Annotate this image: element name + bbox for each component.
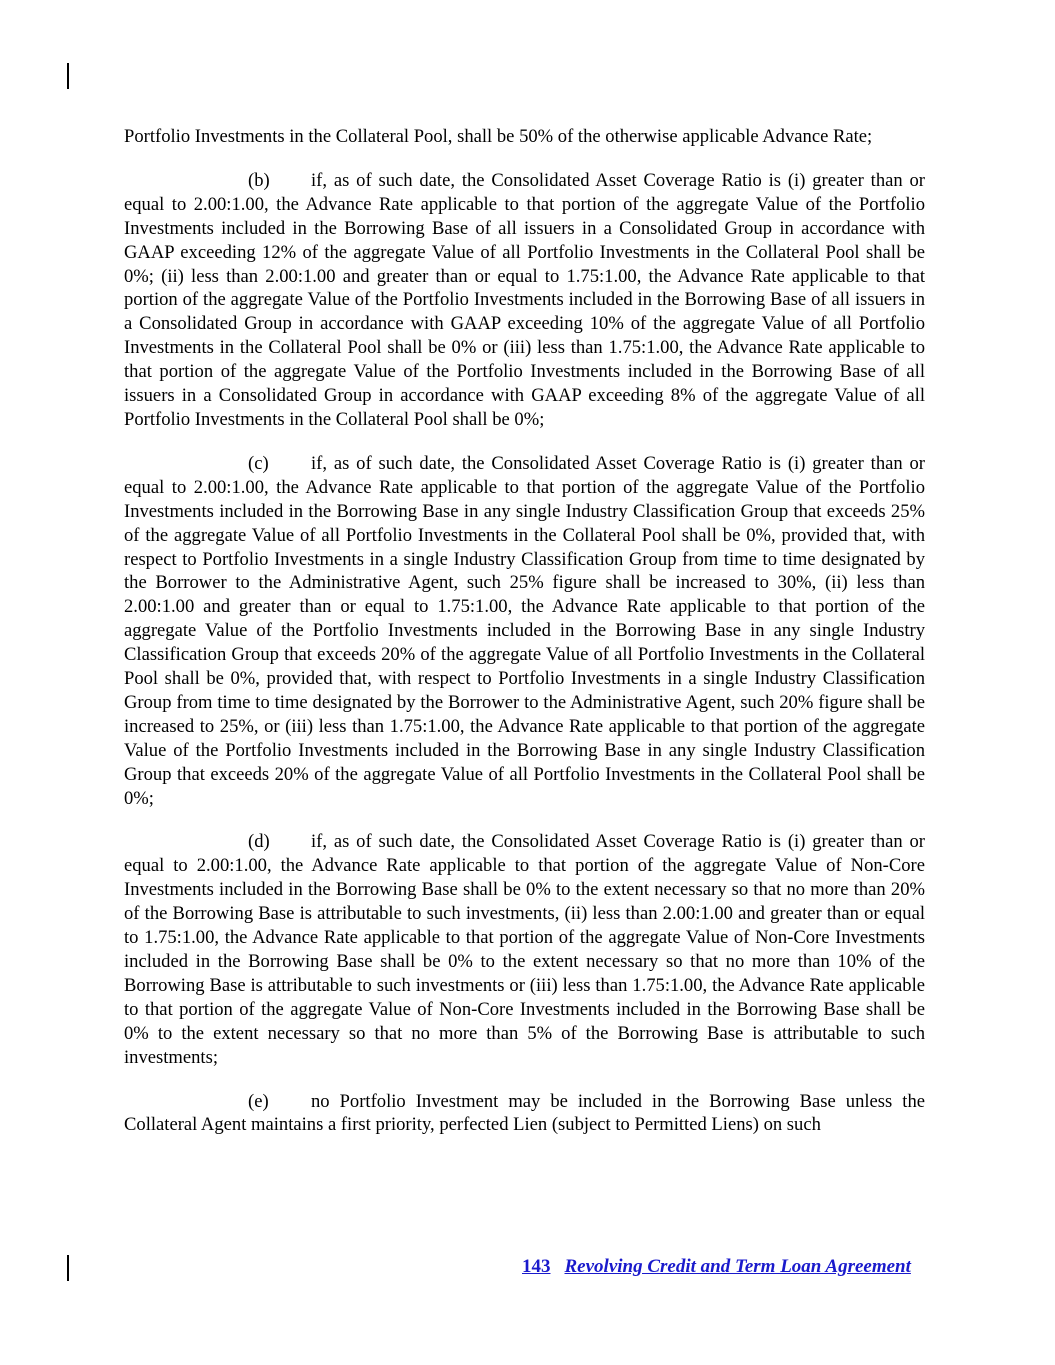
clause-label: (b) bbox=[248, 169, 270, 191]
change-bar bbox=[67, 63, 69, 89]
page-number-link[interactable]: 143 bbox=[522, 1256, 551, 1277]
paragraph-text: if, as of such date, the Consolidated Asset Coverage Ratio is (i) greater than or equal to 2.00:1.00, the Advance Rate applicable to that portion of the aggregate Value of the Portfolio Investments included in the Borrowing Base in any single Industry Classification Group that exceeds 25% of the aggregate Value of all Portfolio Investments in the Collateral Pool shall be 0%, provided that, with respect to Portfolio Investments in a single Industry Classification Group from time to time designated by the Borrower to the Administrative Agent, such 25% figure shall be increased to 30%, (ii) less than 2.00:1.00 and greater than or equal to 1.75:1.00, the Advance Rate applicable to that portion of the aggregate Value of the Portfolio Investments included in the Borrowing Base in any single Industry Classification Group that exceeds 20% of the aggregate Value of all Portfolio Investments in the Collateral Pool shall be 0%, provided that, with respect to Portfolio Investments in a single Industry Classification Group from time to time designated by the Borrower to the Administrative Agent, such 20% figure shall be increased to 25%, or (iii) less than 1.75:1.00, the Advance Rate applicable to that portion of the aggregate Value of the Portfolio Investments included in the Borrowing Base in any single Industry Classification Group that exceeds 20% of the aggregate Value of all Portfolio Investments in the Collateral Pool shall be 0%; bbox=[124, 452, 925, 809]
paragraph-text: no Portfolio Investment may be included in the Borrowing Base unless the Collateral Agent maintains a first priority, perfected Lien (subject to Permitted Liens) on such bbox=[124, 1090, 925, 1136]
clause-label: (d) bbox=[248, 831, 270, 853]
paragraph-continuation bbox=[124, 125, 925, 149]
paragraph-text: if, as of such date, the Consolidated Asset Coverage Ratio is (i) greater than or equal to 2.00:1.00, the Advance Rate applicable to that portion of the aggregate Value of the Portfolio Investments included in the Borrowing Base of all issuers in a Consolidated Group in accordance with GAAP exceeding 12% of the aggregate Value of all Portfolio Investments in the Collateral Pool shall be 0%; (ii) less than 2.00:1.00 and greater than or equal to 1.75:1.00, the Advance Rate applicable to that portion of the aggregate Value of the Portfolio Investments included in the Borrowing Base of all issuers in a Consolidated Group in accordance with GAAP exceeding 10% of the aggregate Value of all Portfolio Investments in the Collateral Pool shall be 0% or (iii) less than 1.75:1.00, the Advance Rate applicable to that portion of the aggregate Value of the Portfolio Investments included in the Borrowing Base of all issuers in a Consolidated Group in accordance with GAAP exceeding 8% of the aggregate Value of all Portfolio Investments in the Collateral Pool shall be 0%; bbox=[124, 169, 925, 430]
clause-d bbox=[124, 830, 925, 1069]
clause-label: (c) bbox=[248, 452, 269, 474]
document-body bbox=[124, 125, 925, 1157]
clause-e bbox=[124, 1090, 925, 1138]
clause-label: (e) bbox=[248, 1090, 269, 1112]
clause-b bbox=[124, 169, 925, 432]
paragraph-text: if, as of such date, the Consolidated Asset Coverage Ratio is (i) greater than or equal to 2.00:1.00, the Advance Rate applicable to that portion of the aggregate Value of Non-Core Investments included in the Borrowing Base shall be 0% to the extent necessary so that no more than 20% of the Borrowing Base is attributable to such investments, (ii) less than 2.00:1.00 and greater than or equal to 1.75:1.00, the Advance Rate applicable to that portion of the aggregate Value of Non-Core Investments included in the Borrowing Base shall be 0% to the extent necessary so that no more than 10% of the Borrowing Base is attributable to such investments or (iii) less than 1.75:1.00, the Advance Rate applicable to that portion of the aggregate Value of Non-Core Investments included in the Borrowing Base shall be 0% to the extent necessary so that no more than 5% of the Borrowing Base is attributable to such investments; bbox=[124, 831, 925, 1068]
clause-c bbox=[124, 452, 925, 811]
document-title-link[interactable]: Revolving Credit and Term Loan Agreement bbox=[564, 1256, 911, 1277]
page-footer bbox=[522, 1256, 911, 1278]
paragraph-text: Portfolio Investments in the Collateral Pool, shall be 50% of the otherwise applicable Advance Rate; bbox=[124, 126, 873, 147]
change-bar bbox=[67, 1255, 69, 1281]
